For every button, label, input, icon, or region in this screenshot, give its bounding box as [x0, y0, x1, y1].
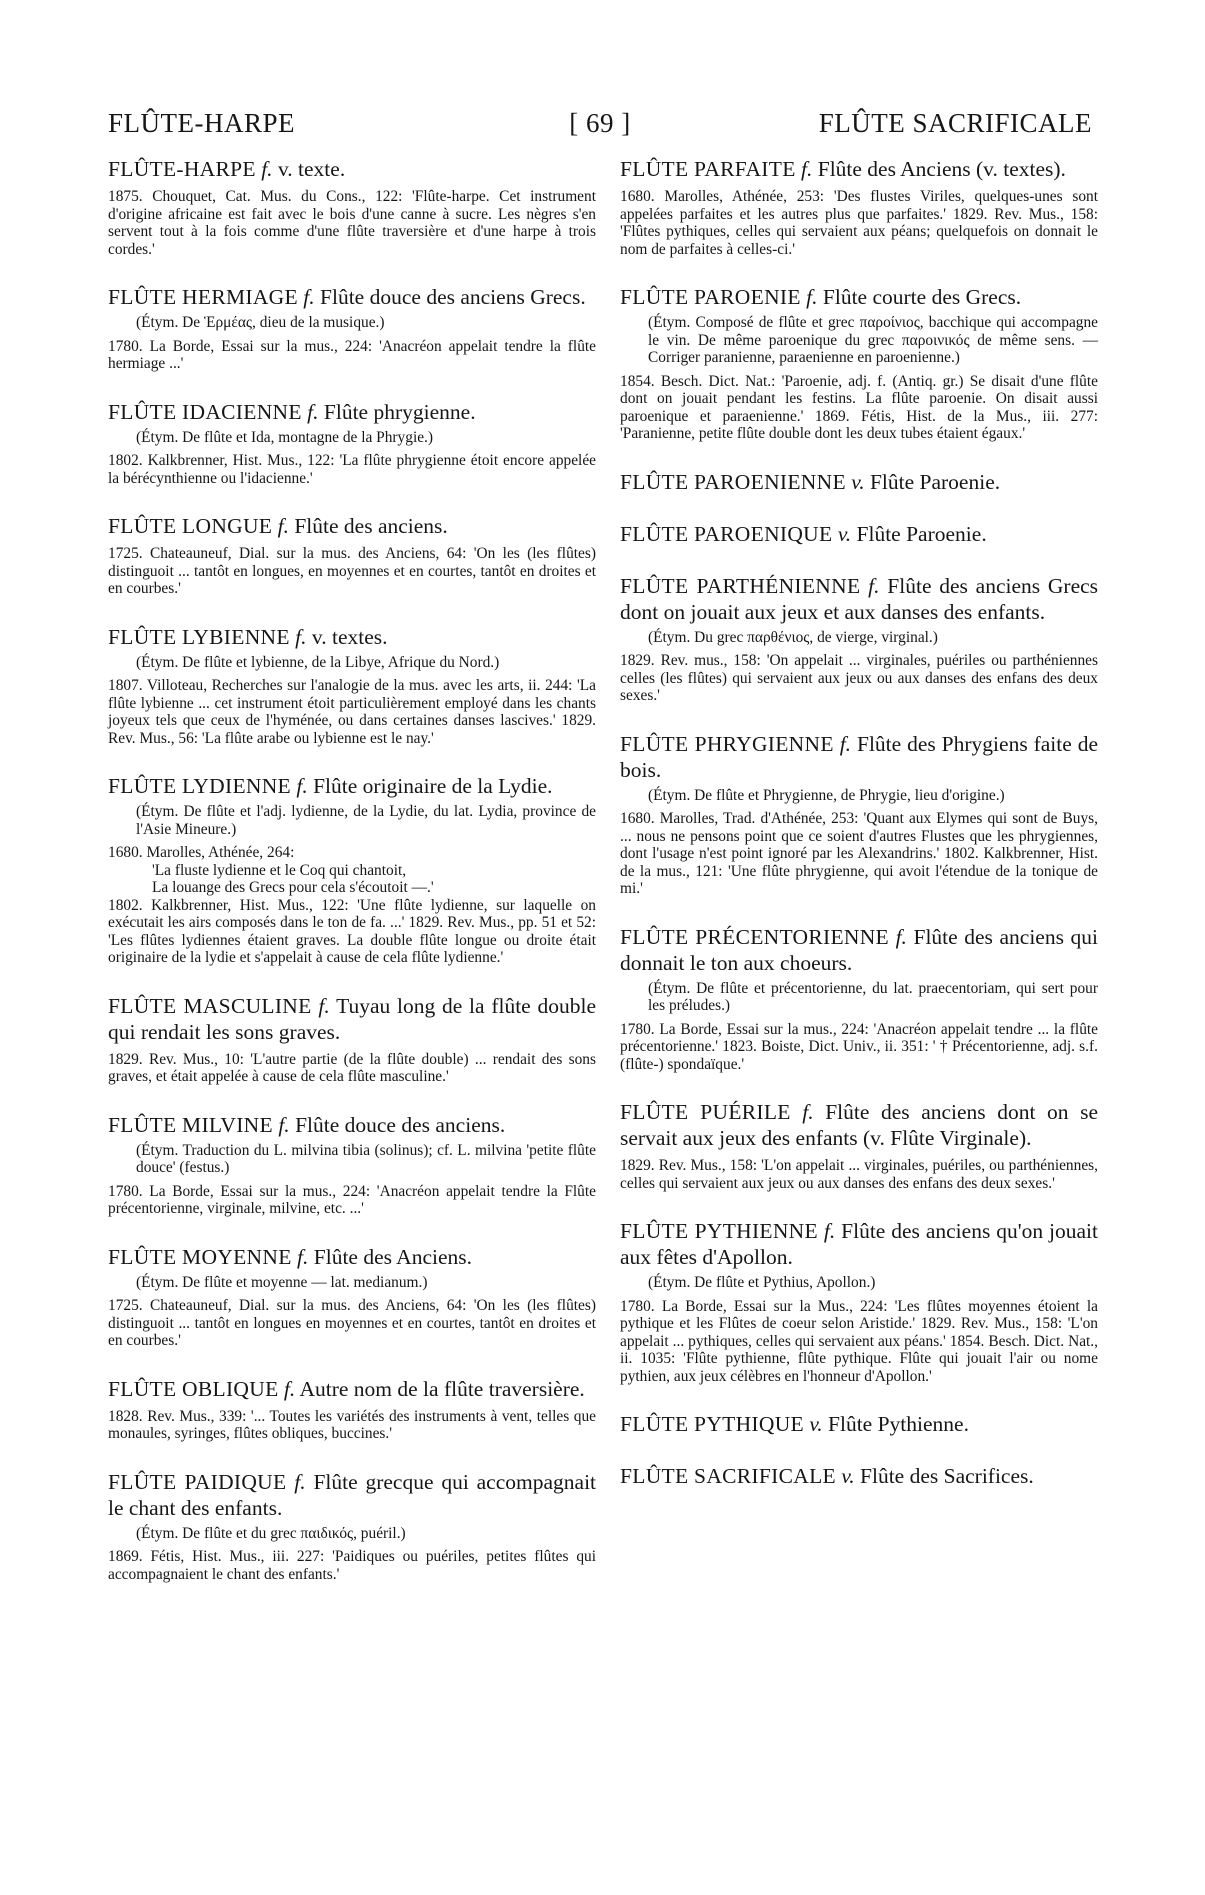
headword: FLÛTE PYTHIQUE	[620, 1412, 804, 1436]
citation: 1807. Villoteau, Recherches sur l'analogie de la mus. avec les arts, ii. 244: 'La flûte lybienne ... cet instrument étoit particulièrement employé dans les chants joyeux tels que ceux de l'hyménée, ou dans certaines danses lascives.' 1829. Rev. Mus., 56: 'La flûte arabe ou lybienne est le nay.'	[108, 677, 596, 747]
dictionary-entry	[108, 284, 596, 373]
definition: Flûte Paroenie.	[869, 469, 1001, 494]
grammar-label: v.	[851, 469, 865, 494]
headword: FLÛTE MOYENNE	[108, 1244, 292, 1269]
definition: Flûte des Anciens (v. textes).	[817, 157, 1066, 181]
page-header	[108, 108, 1092, 142]
grammar-label: f.	[278, 1112, 290, 1137]
entry-headline	[108, 1112, 596, 1138]
citation: 1780. La Borde, Essai sur la Mus., 224: 'Les flûtes moyennes étoient la pythique et les Flûtes de coeur selon Aristide.' 1829. Rev. Mus., 158: 'L'on appelait ... pythiques, celles qui servaient aux péans.' 1854. Besch. Dict. Nat., ii. 1035: 'Flûte pythienne, flûte pythique. Flûte qui jouait l'air ou nome pythien, aux jeux célèbres en l'honneur d'Apollon.'	[620, 1297, 1098, 1385]
entry-headline	[108, 1244, 596, 1270]
headword: FLÛTE PUÉRILE	[620, 1100, 791, 1124]
headword: FLÛTE PAROENIE	[620, 285, 801, 309]
definition: Flûte Paroenie.	[856, 521, 987, 546]
dictionary-entry	[108, 993, 596, 1086]
grammar-label: f.	[303, 285, 315, 309]
citation: 1869. Fétis, Hist. Mus., iii. 227: 'Paidiques ou puériles, petites flûtes qui accompagnaient le chant des enfants.'	[108, 1548, 596, 1583]
entry-headline	[620, 924, 1098, 976]
definition: Flûte Pythienne.	[828, 1412, 969, 1436]
entry-headline	[620, 521, 1098, 547]
definition: Flûte phrygienne.	[323, 399, 476, 424]
entry-headline	[108, 993, 596, 1045]
etymology: (Étym. Traduction du L. milvina tibia (solinus); cf. L. milvina 'petite flûte douce' (festus.)	[136, 1141, 596, 1176]
grammar-label: f.	[307, 399, 319, 424]
headword: FLÛTE LONGUE	[108, 514, 273, 538]
entry-headline	[620, 1463, 1098, 1489]
dictionary-entry	[620, 284, 1098, 443]
citation: 1829. Rev. Mus., 10: 'L'autre partie (de la flûte double) ... rendait des sons graves, et était appelée à cause de cela flûte masculine.'	[108, 1050, 596, 1085]
definition: Flûte des Sacrifices.	[860, 1464, 1034, 1488]
dictionary-entry	[620, 1411, 1098, 1437]
citation: 1854. Besch. Dict. Nat.: 'Paroenie, adj. f. (Antiq. gr.) Se disait d'une flûte dont on jouait pendant les festins. La flûte paroenie. On disait aussi paroenique et paraenienne.' 1869. Fétis, Hist. de la Mus., iii. 277: 'Paranienne, petite flûte double dont les deux tubes étaient égaux.'	[620, 372, 1098, 442]
definition: v. texte.	[277, 157, 346, 181]
dictionary-entry	[108, 156, 596, 258]
grammar-label: f.	[823, 1219, 836, 1243]
entry-headline	[108, 156, 596, 182]
citation: 1802. Kalkbrenner, Hist. Mus., 122: 'La flûte phrygienne étoit encore appelée la bérécynthienne ou l'idacienne.'	[108, 452, 596, 487]
definition: Flûte des anciens qui donnait le ton aux choeurs.	[620, 924, 1099, 975]
entry-headline	[108, 773, 596, 799]
dictionary-entry	[620, 1218, 1098, 1385]
entry-headline	[620, 1411, 1098, 1437]
headword: FLÛTE PARTHÉNIENNE	[620, 573, 861, 598]
entry-headline	[108, 513, 596, 539]
etymology: (Étym. De flûte et Pythius, Apollon.)	[648, 1274, 876, 1291]
definition: Flûte des anciens.	[294, 514, 448, 538]
entry-headline	[108, 399, 596, 425]
headword: FLÛTE-HARPE	[108, 157, 256, 181]
grammar-label: v.	[809, 1412, 823, 1436]
dictionary-entry	[620, 1463, 1098, 1489]
headword: FLÛTE PAIDIQUE	[108, 1469, 287, 1494]
etymology: (Étym. De flûte et l'adj. lydienne, de la Lydie, du lat. Lydia, province de l'Asie Mineure.)	[136, 803, 596, 838]
right-column	[620, 156, 1098, 1515]
entry-headline	[620, 1218, 1098, 1270]
grammar-label: f.	[839, 731, 852, 756]
etymology: (Étym. De flûte et du grec παιδικός, puéril.)	[136, 1524, 406, 1542]
entry-headline	[620, 1099, 1098, 1151]
definition: Flûte courte des Grecs.	[822, 285, 1022, 309]
definition: Flûte douce des anciens Grecs.	[320, 285, 586, 309]
etymology: (Étym. De flûte et lybienne, de la Libye, Afrique du Nord.)	[136, 653, 500, 671]
definition: v. textes.	[311, 624, 388, 649]
citation: 1725. Chateauneuf, Dial. sur la mus. des Anciens, 64: 'On les (les flûtes) distinguoit ... tantôt en longues, en moyennes et en courtes, tantôt en droites et en courbes.'	[108, 545, 596, 597]
etymology: (Étym. De flûte et Ida, montagne de la Phrygie.)	[136, 428, 434, 446]
running-head-left: FLÛTE-HARPE	[108, 108, 295, 138]
verse-line: 'La fluste lydienne et le Coq qui chantoit,	[152, 861, 407, 879]
dictionary-entry	[108, 1244, 596, 1350]
headword: FLÛTE PHRYGIENNE	[620, 731, 834, 756]
headword: FLÛTE SACRIFICALE	[620, 1464, 836, 1488]
definition: Flûte des Anciens.	[313, 1244, 473, 1269]
definition: Tuyau long de la flûte double qui rendait les sons graves.	[108, 993, 596, 1044]
headword: FLÛTE PYTHIENNE	[620, 1219, 818, 1243]
dictionary-entry	[620, 731, 1098, 898]
grammar-label: f.	[277, 514, 289, 538]
dictionary-entry	[620, 469, 1098, 495]
dictionary-entry	[108, 1376, 596, 1443]
dictionary-entry	[620, 1099, 1098, 1192]
entry-headline	[620, 469, 1098, 495]
citation: 1829. Rev. Mus., 158: 'L'on appelait ... virginales, puériles, ou parthéniennes, celles qui servaient aux jeux ou aux danses des enfans des deux sexes.'	[620, 1157, 1098, 1192]
citation: 1802. Kalkbrenner, Hist. Mus., 122: 'Une flûte lydienne, sur laquelle on exécutait les airs composés dans le ton de fa. ...' 1829. Rev. Mus., pp. 51 et 52: 'Les flûtes lydiennes étaient graves. La double flûte longue ou droite était originaire de la lydie et s'appelait à cause de cela flûte lydienne.'	[108, 896, 596, 966]
headword: FLÛTE HERMIAGE	[108, 285, 298, 309]
dictionary-entry	[108, 773, 596, 967]
grammar-label: f.	[283, 1376, 296, 1401]
definition: Flûte douce des anciens.	[295, 1112, 506, 1137]
etymology: (Étym. Composé de flûte et grec παροίνιος, bacchique qui accompagne le vin. De même paroenique du grec παροινικός de même sens. — Corriger paranienne, paraenienne en paroenienne.)	[648, 314, 1098, 366]
grammar-label: f.	[297, 1244, 309, 1269]
headword: FLÛTE MASCULINE	[108, 993, 312, 1018]
dictionary-entry	[108, 1469, 596, 1584]
grammar-label: f.	[802, 1100, 814, 1124]
dictionary-entry	[620, 924, 1098, 1074]
citation: 1780. La Borde, Essai sur la mus., 224: 'Anacréon appelait tendre la flûte hermiage ...'	[108, 337, 596, 372]
grammar-label: v.	[841, 1464, 855, 1488]
definition: Flûte des anciens dont on se servait aux jeux des enfants (v. Flûte Virginale).	[620, 1100, 1098, 1150]
dictionary-entry	[620, 521, 1098, 547]
dictionary-entry	[108, 513, 596, 598]
definition: Flûte originaire de la Lydie.	[313, 774, 553, 798]
verse-line: La louange des Grecs pour cela s'écoutoit —.'	[152, 879, 434, 896]
etymology: (Étym. De Ἑρμέας, dieu de la musique.)	[136, 314, 385, 331]
headword: FLÛTE OBLIQUE	[108, 1376, 279, 1401]
definition: Flûte des Phrygiens faite de bois.	[620, 731, 1099, 782]
headword: FLÛTE LYDIENNE	[108, 774, 291, 798]
etymology: (Étym. De flûte et précentorienne, du lat. praecentoriam, qui sert pour les préludes.)	[648, 979, 1098, 1014]
dictionary-entry	[108, 399, 596, 488]
headword: FLÛTE PAROENIENNE	[620, 469, 846, 494]
headword: FLÛTE LYBIENNE	[108, 624, 290, 649]
citation: 1680. Marolles, Athénée, 264:	[108, 844, 295, 861]
definition: Flûte des anciens qu'on jouait aux fêtes d'Apollon.	[620, 1219, 1098, 1269]
etymology: (Étym. De flûte et Phrygienne, de Phrygie, lieu d'origine.)	[648, 786, 1005, 804]
entry-headline	[620, 284, 1098, 310]
definition: Autre nom de la flûte traversière.	[299, 1376, 585, 1401]
dictionary-entry	[108, 1112, 596, 1218]
citation: 1680. Marolles, Trad. d'Athénée, 253: 'Quant aux Elymes qui sont de Buys, ... nous ne pensons point que ce soient d'autres Flustes que les phrygiennes, dont l'usage n'est point ignoré par les Alexandrins.' 1802. Kalkbrenner, Hist. de la mus., 121: 'Une flûte phrygienne, qui avoit l'étendue de la tonique de mi.'	[620, 810, 1098, 897]
grammar-label: f.	[295, 624, 307, 649]
grammar-label: f.	[868, 573, 880, 598]
grammar-label: f.	[806, 285, 818, 309]
citation: 1680. Marolles, Athénée, 253: 'Des flustes Viriles, quelques-unes sont appelées parfaites et les autres plus que parfaites.' 1829. Rev. Mus., 158: 'Flûtes pythiques, celles qui servaient aux péans; quelquefois on donnait le nom de parfaites à celles-ci.'	[620, 188, 1098, 258]
grammar-label: f.	[294, 1469, 306, 1494]
left-column	[108, 156, 596, 1609]
citation: 1828. Rev. Mus., 339: '... Toutes les variétés des instruments à vent, telles que monaules, syringes, flûtes obliques, buccines.'	[108, 1407, 596, 1442]
etymology: (Étym. Du grec παρθένιος, de vierge, virginal.)	[648, 628, 938, 646]
entry-headline	[620, 731, 1098, 783]
dictionary-entry	[620, 573, 1098, 705]
headword: FLÛTE PAROENIQUE	[620, 521, 833, 546]
entry-headline	[108, 284, 596, 310]
citation: 1725. Chateauneuf, Dial. sur la mus. des Anciens, 64: 'On les (les flûtes) distinguoit ... tantôt en longues en moyennes et en courtes, tantôt en droites et en courbes.'	[108, 1297, 596, 1349]
entry-headline	[620, 156, 1098, 182]
citation: 1780. La Borde, Essai sur la mus., 224: 'Anacréon appelait tendre ... la flûte précentorienne.' 1823. Boiste, Dict. Univ., ii. 351: ' † Précentorienne, adj. s.f. (flûte-) spondaïque.'	[620, 1020, 1098, 1073]
definition: Flûte grecque qui accompagnait le chant des enfants.	[108, 1469, 597, 1520]
headword: FLÛTE PARFAITE	[620, 157, 796, 181]
dictionary-entry	[620, 156, 1098, 258]
entry-headline	[108, 624, 596, 650]
grammar-label: f.	[261, 157, 273, 181]
etymology: (Étym. De flûte et moyenne — lat. medianum.)	[136, 1273, 428, 1291]
entry-headline	[620, 573, 1098, 625]
grammar-label: f.	[801, 157, 813, 181]
headword: FLÛTE MILVINE	[108, 1112, 273, 1137]
entry-headline	[108, 1469, 596, 1521]
definition: Flûte des anciens Grecs dont on jouait aux jeux et aux danses des enfants.	[620, 573, 1099, 624]
running-head-right: FLÛTE SACRIFICALE	[818, 108, 1092, 138]
headword: FLÛTE IDACIENNE	[108, 399, 302, 424]
dictionary-entry	[108, 624, 596, 748]
citation: 1780. La Borde, Essai sur la mus., 224: 'Anacréon appelait tendre la Flûte précentorienne, virginale, milvine, etc. ...'	[108, 1182, 596, 1217]
grammar-label: f.	[318, 993, 330, 1018]
headword: FLÛTE PRÉCENTORIENNE	[620, 924, 889, 949]
page-number: [ 69 ]	[569, 108, 631, 138]
grammar-label: v.	[837, 521, 852, 546]
grammar-label: f.	[296, 774, 308, 798]
citation: 1829. Rev. mus., 158: 'On appelait ... virginales, puériles ou parthéniennes celles (les flûtes) qui servaient aux jeux ou aux danses des enfans des deux sexes.'	[620, 652, 1098, 704]
grammar-label: f.	[895, 924, 907, 949]
citation: 1875. Chouquet, Cat. Mus. du Cons., 122: 'Flûte-harpe. Cet instrument d'origine africaine est fait avec le bois d'une canne à sucre. Les nègres s'en servent tout à la fois comme d'une flûte traversière et d'une harpe à trois cordes.'	[108, 188, 596, 258]
entry-headline	[108, 1376, 596, 1402]
